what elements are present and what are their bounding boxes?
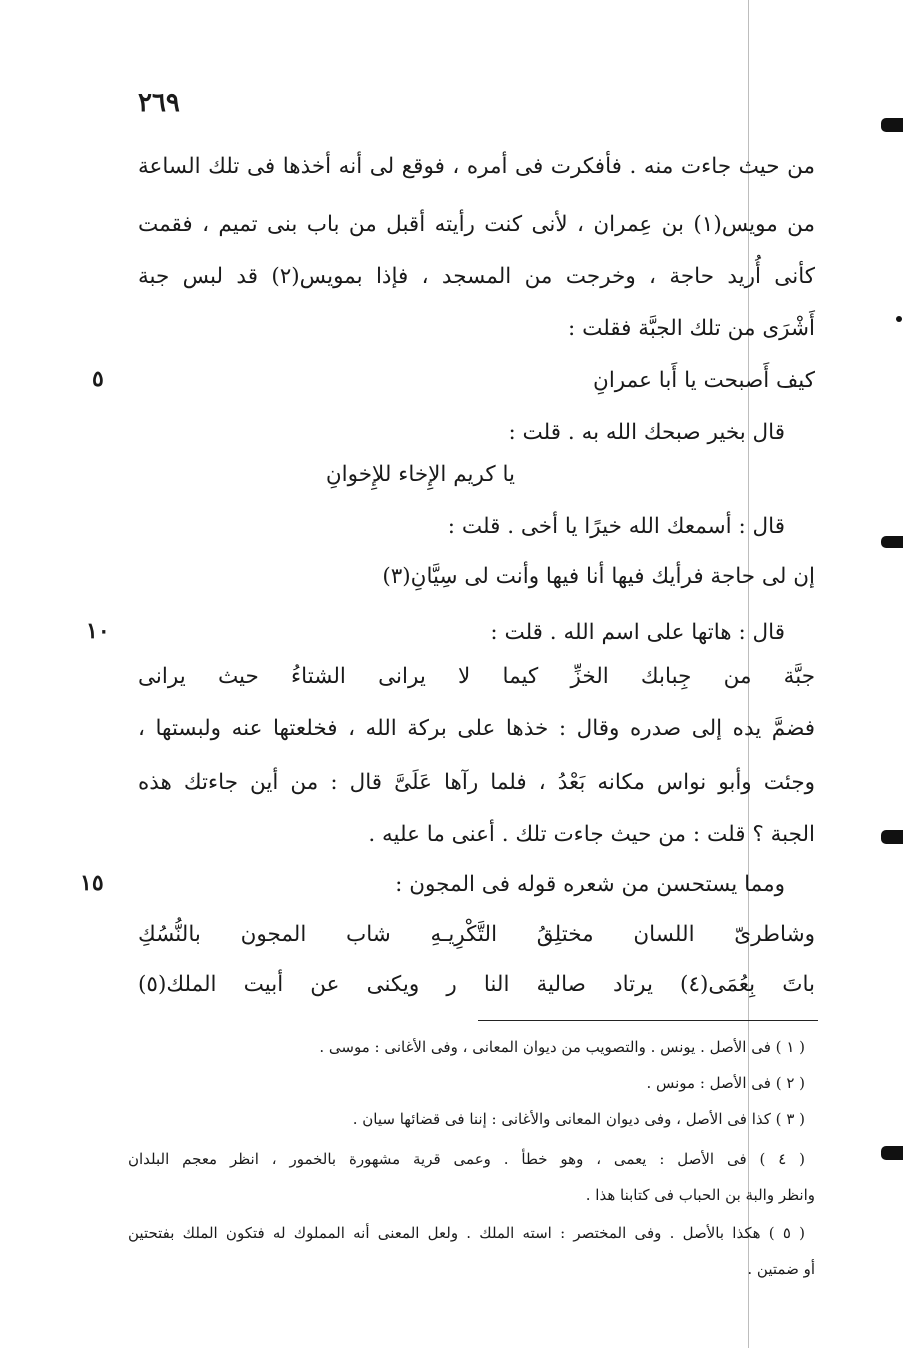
- body-line: من حيث جاءت منه . فأفكرت فى أمره ، فوقع لى أنه أخذها فى تلك الساعة: [138, 154, 815, 179]
- binding-mark: [881, 118, 903, 132]
- page-number: ٢٦٩: [138, 88, 180, 118]
- binding-mark: [881, 830, 903, 844]
- body-line: من مويس(١) بن عِمران ، لأنى كنت رأيته أقبل من باب بنى تميم ، فقمت: [138, 212, 815, 237]
- footnote-5-continued: أو ضمتين .: [747, 1260, 815, 1278]
- body-line: قال : هاتها على اسم الله . قلت :: [490, 620, 785, 645]
- body-line: قال بخير صبحك الله به . قلت :: [508, 420, 785, 445]
- body-line: أَشْرَى من تلك الجبَّة فقلت :: [568, 316, 815, 341]
- body-line: ومما يستحسن من شعره قوله فى المجون :: [395, 872, 785, 897]
- verse-line: يا كريم الإِخاء للإِخوانِ: [325, 462, 515, 487]
- body-line: وجئت وأبو نواس مكانه بَعْدُ ، فلما رآها عَلَىَّ قال : من أين جاءتك هذه: [138, 770, 815, 795]
- footnote-rule: [478, 1020, 818, 1021]
- footnote-4: ( ٤ ) فى الأصل : يعمى ، وهو خطأ . وعمى قرية مشهورة بالخمور ، انظر معجم البلدان: [128, 1150, 805, 1168]
- verse-line: إن لى حاجة فرأيك فيها أنا فيها وأنت لى سِيَّانِ(٣): [382, 564, 815, 589]
- body-line: قال : أسمعك الله خيرًا يا أخى . قلت :: [447, 514, 785, 539]
- line-number-10: ١٠: [86, 618, 110, 644]
- body-line: كأنى أُريد حاجة ، وخرجت من المسجد ، فإذا بمويس(٢) قد لبس جبة: [138, 264, 815, 289]
- footnote-5: ( ٥ ) هكذا بالأصل . وفى المختصر : استه الملك . ولعل المعنى أنه المملوك له فتكون الملك بفتحتين: [128, 1224, 805, 1242]
- body-line: فضمَّ يده إلى صدره وقال : خذها على بركة الله ، فخلعتها عنه ولبستها ،: [138, 716, 815, 741]
- verse-line: باتَ بِعُمَى(٤) يرتاد صالية النا ر ويكنى عن أبيت الملك(٥): [138, 972, 815, 997]
- line-number-15: ١٥: [80, 870, 104, 896]
- line-number-5: ٥: [92, 366, 104, 392]
- body-line: الجبة ؟ قلت : من حيث جاءت تلك . أعنى ما عليه .: [368, 822, 815, 847]
- scan-dot: [896, 316, 902, 322]
- binding-mark: [881, 536, 903, 548]
- footnote-4-continued: وانظر والبة بن الحباب فى كتابنا هذا .: [585, 1186, 815, 1204]
- verse-line: وشاطرىّ اللسان مختلِقُ التَّكْرِيـهِ شاب المجون بالنُّسُكِ: [138, 922, 815, 947]
- verse-line: جبَّة من جِبابك الخزِّ كيما لا يرانى الشتاءُ حيث يرانى: [138, 664, 815, 689]
- footnote-3: ( ٣ ) كذا فى الأصل ، وفى ديوان المعانى والأغانى : إننا فى قضائها سيان .: [352, 1110, 805, 1128]
- footnote-2: ( ٢ ) فى الأصل : مونس .: [646, 1074, 805, 1092]
- footnote-1: ( ١ ) فى الأصل . يونس . والتصويب من ديوان المعانى ، وفى الأغانى : موسى .: [319, 1038, 805, 1056]
- binding-mark: [881, 1146, 903, 1160]
- verse-line: كيف أَصبحت يا أَبا عمرانِ: [593, 368, 815, 393]
